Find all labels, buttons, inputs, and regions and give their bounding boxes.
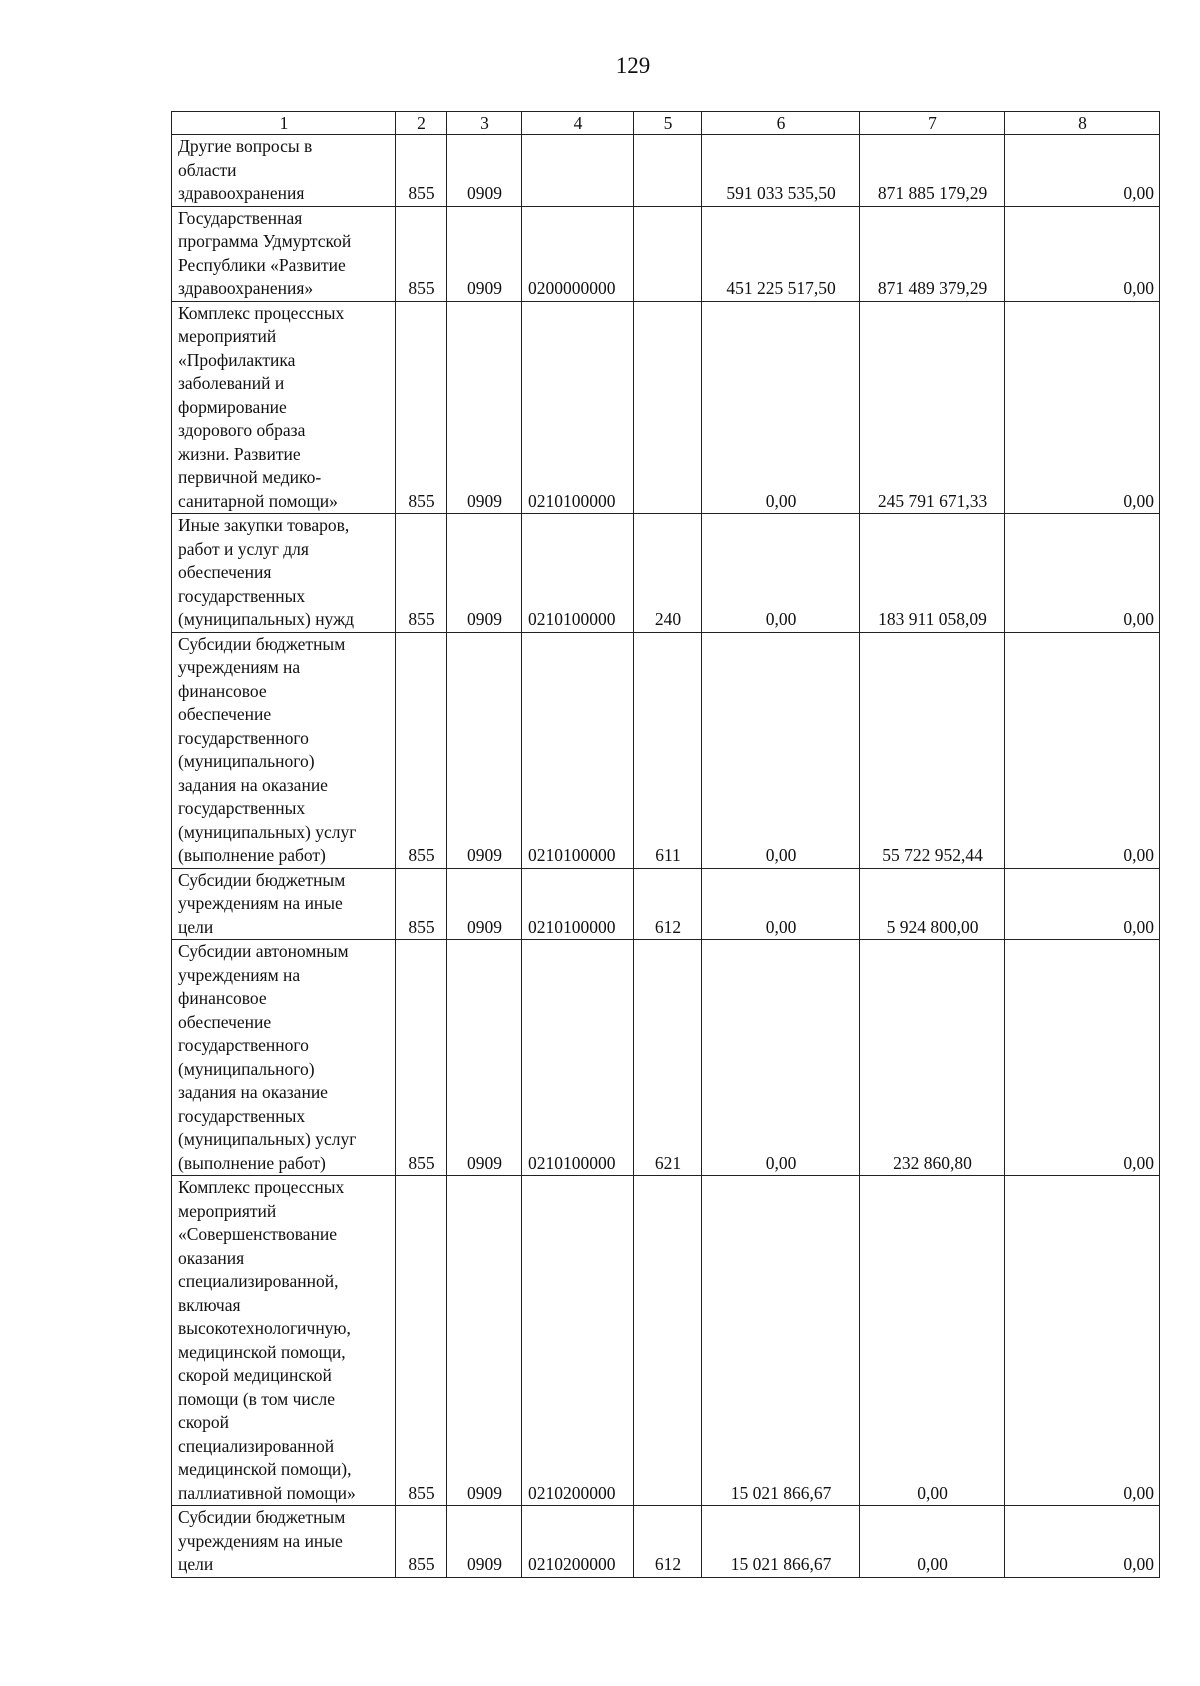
page-number: 129 <box>615 53 651 78</box>
amount-cell: 55 722 952,44 <box>860 632 1005 868</box>
amount-cell: 15 021 866,67 <box>702 1176 860 1506</box>
column-header: 5 <box>634 112 702 135</box>
row-name-cell: Комплекс процессных мероприятий «Профилактика заболеваний и формирование здорового образа жизни. Развитие первичной медико- санитарной помощи» <box>172 301 396 514</box>
amount-cell: 5 924 800,00 <box>860 868 1005 940</box>
ministry-code-cell: 855 <box>396 940 447 1176</box>
table-row <box>172 868 1160 940</box>
amount-cell: 0,00 <box>1005 514 1160 633</box>
amount-cell: 0,00 <box>1005 868 1160 940</box>
column-header: 2 <box>396 112 447 135</box>
row-name-cell: Субсидии бюджетным учреждениям на иные цели <box>172 1506 396 1578</box>
amount-cell: 0,00 <box>1005 206 1160 301</box>
column-header: 3 <box>447 112 522 135</box>
column-header: 7 <box>860 112 1005 135</box>
row-name-cell: Иные закупки товаров, работ и услуг для обеспечения государственных (муниципальных) нужд <box>172 514 396 633</box>
expense-type-cell <box>634 135 702 207</box>
amount-cell: 871 489 379,29 <box>860 206 1005 301</box>
amount-cell: 0,00 <box>860 1506 1005 1578</box>
expense-type-cell <box>634 1176 702 1506</box>
target-article-cell: 0210200000 <box>522 1506 634 1578</box>
section-code-cell: 0909 <box>447 301 522 514</box>
amount-cell: 0,00 <box>702 514 860 633</box>
column-header-row <box>172 112 1160 135</box>
row-name-cell: Субсидии бюджетным учреждениям на финансовое обеспечение государственного (муниципального) задания на оказание государственных (муниципальных) услуг (выполнение работ) <box>172 632 396 868</box>
target-article-cell: 0210100000 <box>522 940 634 1176</box>
ministry-code-cell: 855 <box>396 514 447 633</box>
amount-cell: 0,00 <box>1005 940 1160 1176</box>
section-code-cell: 0909 <box>447 1506 522 1578</box>
amount-cell: 0,00 <box>702 301 860 514</box>
amount-cell: 0,00 <box>1005 632 1160 868</box>
expense-type-cell: 611 <box>634 632 702 868</box>
section-code-cell: 0909 <box>447 632 522 868</box>
amount-cell: 0,00 <box>702 868 860 940</box>
target-article-cell: 0210100000 <box>522 632 634 868</box>
table-row <box>172 301 1160 514</box>
target-article-cell: 0210100000 <box>522 868 634 940</box>
table-row <box>172 632 1160 868</box>
table-row <box>172 206 1160 301</box>
table-row <box>172 940 1160 1176</box>
amount-cell: 245 791 671,33 <box>860 301 1005 514</box>
amount-cell: 0,00 <box>1005 135 1160 207</box>
amount-cell: 0,00 <box>1005 1176 1160 1506</box>
ministry-code-cell: 855 <box>396 206 447 301</box>
ministry-code-cell: 855 <box>396 1506 447 1578</box>
section-code-cell: 0909 <box>447 1176 522 1506</box>
column-header: 6 <box>702 112 860 135</box>
expense-type-cell <box>634 301 702 514</box>
amount-cell: 0,00 <box>702 940 860 1176</box>
expense-type-cell: 240 <box>634 514 702 633</box>
amount-cell: 183 911 058,09 <box>860 514 1005 633</box>
ministry-code-cell: 855 <box>396 868 447 940</box>
ministry-code-cell: 855 <box>396 1176 447 1506</box>
amount-cell: 451 225 517,50 <box>702 206 860 301</box>
column-header: 8 <box>1005 112 1160 135</box>
amount-cell: 871 885 179,29 <box>860 135 1005 207</box>
row-name-cell: Субсидии бюджетным учреждениям на иные цели <box>172 868 396 940</box>
amount-cell: 0,00 <box>860 1176 1005 1506</box>
expense-type-cell: 612 <box>634 868 702 940</box>
target-article-cell: 0200000000 <box>522 206 634 301</box>
ministry-code-cell: 855 <box>396 301 447 514</box>
amount-cell: 0,00 <box>1005 1506 1160 1578</box>
budget-table <box>171 111 1160 1578</box>
row-name-cell: Другие вопросы в области здравоохранения <box>172 135 396 207</box>
section-code-cell: 0909 <box>447 206 522 301</box>
table-row <box>172 514 1160 633</box>
ministry-code-cell: 855 <box>396 135 447 207</box>
row-name-cell: Комплекс процессных мероприятий «Совершенствование оказания специализированной, включая высокотехнологичную, медицинской помощи, скорой медицинской помощи (в том числе скорой специализированной медицинской помощи), паллиативной помощи» <box>172 1176 396 1506</box>
target-article-cell: 0210100000 <box>522 301 634 514</box>
table-row <box>172 1506 1160 1578</box>
amount-cell: 0,00 <box>1005 301 1160 514</box>
table-row <box>172 1176 1160 1506</box>
ministry-code-cell: 855 <box>396 632 447 868</box>
target-article-cell: 0210200000 <box>522 1176 634 1506</box>
row-name-cell: Государственная программа Удмуртской Республики «Развитие здравоохранения» <box>172 206 396 301</box>
target-article-cell <box>522 135 634 207</box>
section-code-cell: 0909 <box>447 868 522 940</box>
section-code-cell: 0909 <box>447 514 522 633</box>
column-header: 1 <box>172 112 396 135</box>
amount-cell: 0,00 <box>702 632 860 868</box>
section-code-cell: 0909 <box>447 940 522 1176</box>
amount-cell: 591 033 535,50 <box>702 135 860 207</box>
expense-type-cell: 612 <box>634 1506 702 1578</box>
amount-cell: 15 021 866,67 <box>702 1506 860 1578</box>
expense-type-cell: 621 <box>634 940 702 1176</box>
table-row <box>172 135 1160 207</box>
amount-cell: 232 860,80 <box>860 940 1005 1176</box>
target-article-cell: 0210100000 <box>522 514 634 633</box>
row-name-cell: Субсидии автономным учреждениям на финансовое обеспечение государственного (муниципального) задания на оказание государственных (муниципальных) услуг (выполнение работ) <box>172 940 396 1176</box>
section-code-cell: 0909 <box>447 135 522 207</box>
expense-type-cell <box>634 206 702 301</box>
column-header: 4 <box>522 112 634 135</box>
